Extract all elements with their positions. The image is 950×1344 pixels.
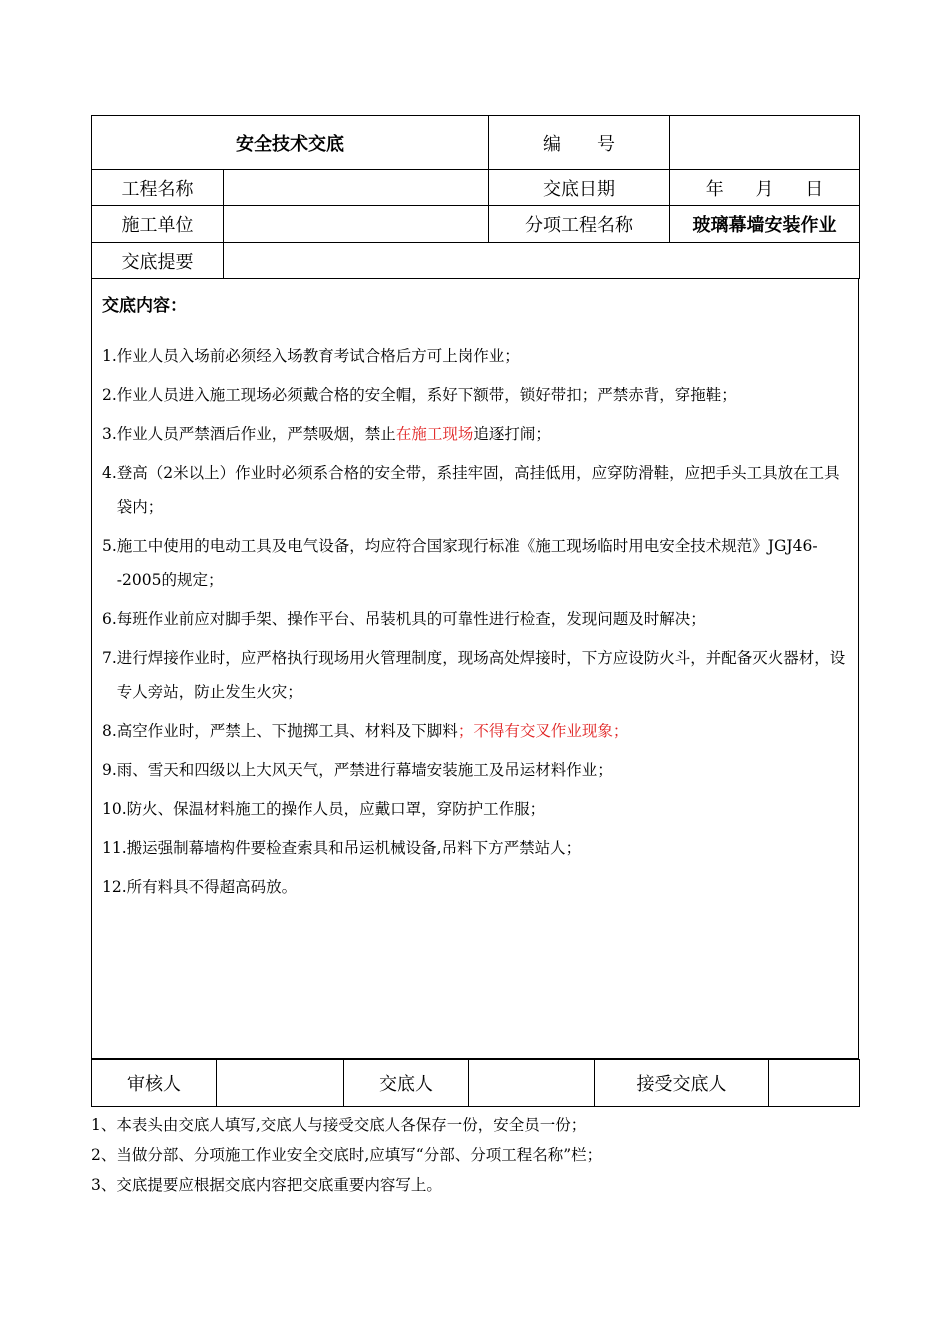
date-field[interactable] bbox=[670, 170, 860, 206]
number-field[interactable] bbox=[670, 116, 860, 170]
presenter-label: 交底人 bbox=[344, 1060, 469, 1107]
list-item: 3. 作业人员严禁酒后作业，严禁吸烟，禁止在施工现场追逐打闹； bbox=[102, 425, 551, 443]
summary-field[interactable] bbox=[224, 243, 860, 279]
content-box bbox=[91, 279, 859, 1059]
list-item: 2. 作业人员进入施工现场必须戴合格的安全帽，系好下额带，锁好带扣；严禁赤背，穿拖鞋； bbox=[102, 386, 737, 404]
project-name-label: 工程名称 bbox=[92, 170, 224, 206]
receiver-label: 接受交底人 bbox=[595, 1060, 769, 1107]
footnote: 2、当做分部、分项施工作业安全交底时,应填写“分部、分项工程名称”栏； bbox=[91, 1146, 603, 1164]
list-item: 9. 雨、雪天和四级以上大风天气，严禁进行幕墙安装施工及吊运材料作业； bbox=[102, 761, 613, 779]
list-item: 4. 登高（2米以上）作业时必须系合格的安全带，系挂牢固，高挂低用，应穿防滑鞋，应把手头工具放在工具袋内； bbox=[102, 464, 840, 516]
reviewer-label: 审核人 bbox=[92, 1060, 217, 1107]
list-item: 1. 作业人员入场前必须经入场教育考试合格后方可上岗作业； bbox=[102, 347, 520, 365]
footnote: 1、本表头由交底人填写,交底人与接受交底人各保存一份，安全员一份； bbox=[91, 1116, 587, 1134]
content-items bbox=[102, 339, 854, 909]
list-item: 6. 每班作业前应对脚手架、操作平台、吊装机具的可靠性进行检查，发现问题及时解决； bbox=[102, 610, 706, 628]
receiver-field[interactable] bbox=[769, 1060, 860, 1107]
summary-label: 交底提要 bbox=[92, 243, 224, 279]
signature-table bbox=[91, 1059, 860, 1107]
content-title: 交底内容： bbox=[102, 296, 187, 316]
list-item: 7. 进行焊接作业时，应严格执行现场用火管理制度，现场高处焊接时，下方应设防火斗，并配备灭火器材，设专人旁站，防止发生火灾； bbox=[102, 649, 846, 701]
unit-field[interactable] bbox=[224, 206, 489, 243]
unit-label: 施工单位 bbox=[92, 206, 224, 243]
sub-project-label: 分项工程名称 bbox=[489, 206, 670, 243]
date-day-label: 日 bbox=[805, 178, 824, 200]
project-name-field[interactable] bbox=[224, 170, 489, 206]
sub-project-value: 玻璃幕墙安装作业 bbox=[670, 206, 860, 243]
presenter-field[interactable] bbox=[469, 1060, 595, 1107]
safety-briefing-form bbox=[91, 115, 859, 1107]
list-item: 12. 所有料具不得超高码放。 bbox=[102, 878, 298, 896]
header-table bbox=[91, 115, 860, 279]
list-item: 8. 高空作业时，严禁上、下抛掷工具、材料及下脚料；不得有交叉作业现象； bbox=[102, 722, 629, 740]
list-item: 5. 施工中使用的电动工具及电气设备，均应符合国家现行标准《施工现场临时用电安全技术规范》JGJ46--2005的规定； bbox=[102, 537, 818, 589]
form-title: 安全技术交底 bbox=[92, 116, 489, 170]
date-year-label: 年 bbox=[705, 178, 724, 200]
footnote: 3、交底提要应根据交底内容把交底重要内容写上。 bbox=[91, 1176, 442, 1194]
list-item: 11. 搬运强制幕墙构件要检查索具和吊运机械设备,吊料下方严禁站人； bbox=[102, 839, 582, 857]
date-label: 交底日期 bbox=[489, 170, 670, 206]
list-item: 10. 防火、保温材料施工的操作人员，应戴口罩，穿防护工作服； bbox=[102, 800, 546, 818]
date-month-label: 月 bbox=[755, 178, 774, 200]
reviewer-field[interactable] bbox=[217, 1060, 344, 1107]
footnotes bbox=[91, 1110, 602, 1200]
number-label: 编 号 bbox=[489, 116, 670, 170]
